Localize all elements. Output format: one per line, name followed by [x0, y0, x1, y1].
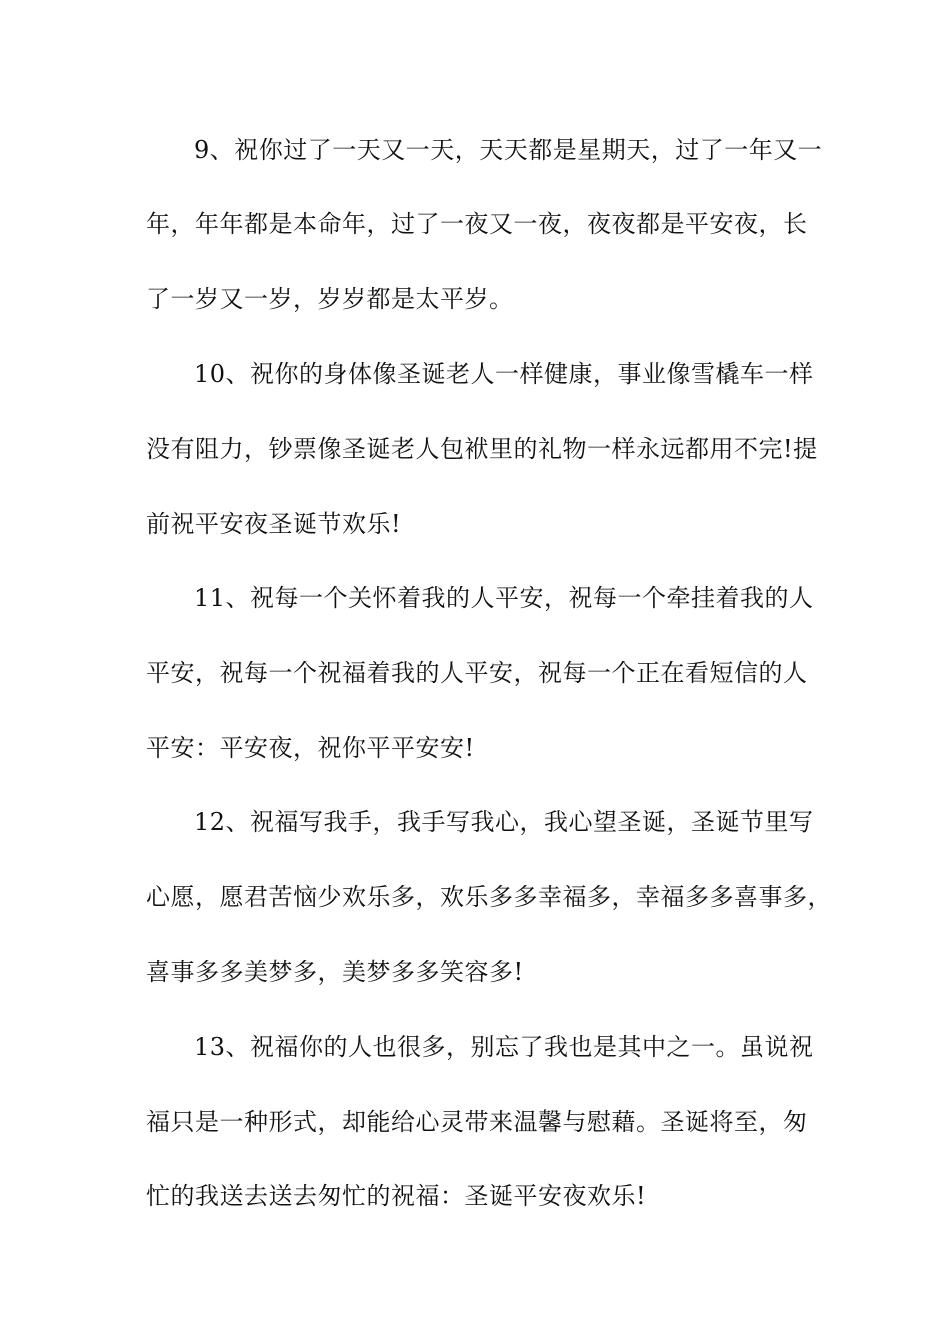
paragraph-line: 忙的我送去送去匆忙的祝福：圣诞平安夜欢乐! — [146, 1182, 647, 1210]
paragraph-line: 了一岁又一岁，岁岁都是太平岁。 — [146, 285, 514, 313]
paragraph-line: 9、祝你过了一天又一天，天天都是星期天，过了一年又一 — [194, 136, 823, 164]
paragraph-line: 福只是一种形式，却能给心灵带来温馨与慰藉。圣诞将至，匆 — [146, 1108, 808, 1136]
paragraph-line: 12、祝福写我手，我手写我心，我心望圣诞，圣诞节里写 — [194, 808, 814, 836]
paragraph-line: 平安：平安夜，祝你平平安安! — [146, 734, 475, 762]
paragraph-line: 10、祝你的身体像圣诞老人一样健康，事业像雪橇车一样 — [194, 360, 814, 388]
paragraph-line: 心愿，愿君苦恼少欢乐多，欢乐多多幸福多，幸福多多喜事多， — [146, 883, 832, 911]
paragraph-line: 前祝平安夜圣诞节欢乐! — [146, 510, 402, 538]
paragraph-line: 没有阻力，钞票像圣诞老人包袱里的礼物一样永远都用不完!提 — [146, 435, 818, 463]
paragraph-line: 13、祝福你的人也很多，别忘了我也是其中之一。虽说祝 — [194, 1033, 814, 1061]
paragraph-line: 喜事多多美梦多，美梦多多笑容多! — [146, 958, 524, 986]
paragraph-line: 年，年年都是本命年，过了一夜又一夜，夜夜都是平安夜，长 — [146, 210, 808, 238]
paragraph-line: 平安，祝每一个祝福着我的人平安，祝每一个正在看短信的人 — [146, 659, 808, 687]
paragraph-line: 11、祝每一个关怀着我的人平安，祝每一个牵挂着我的人 — [194, 584, 814, 612]
